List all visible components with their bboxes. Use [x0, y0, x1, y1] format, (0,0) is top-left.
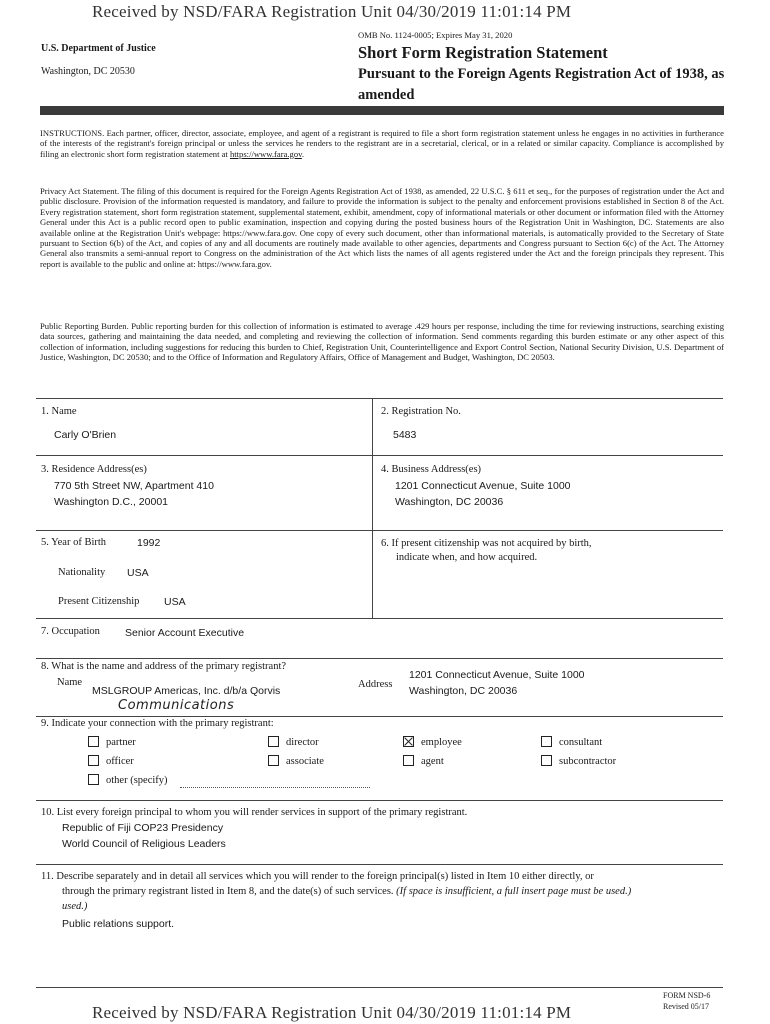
business-address-line1: 1201 Connecticut Avenue, Suite 1000 — [395, 480, 571, 492]
foreign-principals-question: 10. List every foreign principal to whom you will render services in support of the primary registrant. — [41, 807, 468, 818]
column-divider — [372, 398, 373, 618]
checkbox-partner[interactable]: partner — [88, 737, 136, 748]
checkbox-officer[interactable]: officer — [88, 756, 134, 767]
form-subtitle: Pursuant to the Foreign Agents Registration Act of 1938, as amended — [358, 66, 725, 103]
received-stamp-bottom: Received by NSD/FARA Registration Unit 04/30/2019 11:01:14 PM — [92, 1003, 572, 1022]
row-rule — [36, 864, 723, 865]
nationality-label: Nationality — [58, 567, 106, 578]
row-rule — [36, 618, 723, 619]
occupation-label: 7. Occupation — [41, 626, 100, 637]
reporting-burden-paragraph: Public Reporting Burden. Public reporting burden for this collection of information is estimated to average .429 hours per response, including the time for reviewing instructions, searching existing data sources, gathering and maintaining the data needed, and completing and reviewing the collection of information. Send comments regarding this burden estimate or any other aspect of this collection of information, including suggestions for reducing this burden to Chief, Registration Unit, Counterintelligence and Export Control Section, National Security Division, U.S. Department of Justice, Washington, DC 20530; and to the Office of Information and Regulatory Affairs, Office of Management and Budget, Washington, DC 20503. — [40, 321, 724, 363]
citizenship-acquired-question-cont: indicate when, and how acquired. — [396, 552, 538, 563]
name-label: 1. Name — [41, 406, 77, 417]
checkbox-box[interactable] — [268, 736, 279, 747]
omb-number: OMB No. 1124-0005; Expires May 31, 2020 — [358, 30, 513, 40]
residence-address-line1: 770 5th Street NW, Apartment 410 — [54, 480, 214, 492]
residence-address-line2: Washington D.C., 20001 — [54, 496, 169, 508]
row-rule — [36, 716, 723, 717]
registrant-address-line2: Washington, DC 20036 — [409, 685, 518, 697]
checkbox-agent[interactable]: agent — [403, 756, 444, 767]
row-rule — [36, 800, 723, 801]
checkbox-box[interactable] — [88, 736, 99, 747]
foreign-principal-2: World Council of Religious Leaders — [62, 838, 226, 850]
business-address-line2: Washington, DC 20036 — [395, 496, 504, 508]
checkbox-consultant[interactable]: consultant — [541, 737, 602, 748]
other-specify-line — [180, 787, 370, 788]
checkbox-director[interactable]: director — [268, 737, 319, 748]
registrant-name-handwritten: Communications — [118, 698, 235, 713]
registrant-address-line1: 1201 Connecticut Avenue, Suite 1000 — [409, 669, 585, 681]
row-rule — [36, 658, 723, 659]
received-stamp-top: Received by NSD/FARA Registration Unit 04/30/2019 11:01:14 PM — [92, 2, 572, 21]
checkbox-other[interactable]: other (specify) — [88, 775, 168, 786]
checkbox-box[interactable] — [88, 774, 99, 785]
primary-registrant-question: 8. What is the name and address of the primary registrant? — [41, 661, 287, 672]
checkbox-employee[interactable]: employee — [403, 737, 462, 748]
services-answer: Public relations support. — [62, 918, 175, 930]
services-question-cont2: used.) — [62, 901, 88, 912]
checkbox-box[interactable] — [403, 755, 414, 766]
department-city: Washington, DC 20530 — [41, 66, 135, 77]
name-value: Carly O'Brien — [54, 429, 117, 441]
fara-link[interactable]: https://www.fara.gov — [229, 148, 302, 159]
row-rule — [36, 455, 723, 456]
business-address-label: 4. Business Address(es) — [381, 464, 482, 475]
form-top-rule — [36, 398, 723, 399]
registration-number-value: 5483 — [393, 429, 417, 441]
department-name: U.S. Department of Justice — [41, 43, 156, 54]
instructions-paragraph: INSTRUCTIONS. Each partner, officer, director, associate, employee, and agent of a registrant is required to file a short form registration statement unless he engages in no activities in furtherance of the interests of the registrant's foreign principal or unless the services he renders to the registrant are in a secretarial, clerical, or in a related or similar capacity. Compliance is accomplished by filing an electronic short form registration statement at https://www.fara.gov. — [40, 128, 724, 159]
row-rule — [36, 530, 723, 531]
form-title: Short Form Registration Statement — [358, 43, 608, 62]
checkbox-associate[interactable]: associate — [268, 756, 324, 767]
registrant-address-label: Address — [358, 679, 393, 690]
registration-number-label: 2. Registration No. — [381, 406, 461, 417]
checkbox-box[interactable] — [541, 755, 552, 766]
privacy-act-paragraph: Privacy Act Statement. The filing of this document is required for the Foreign Agents Registration Act of 1938, as amended, 22 U.S.C. § 611 et seq., for the purposes of registration under the Act and public disclosure. Provision of the information requested is mandatory, and failure to provide the information is subject to the penalty and enforcement provisions established in Section 8 of the Act. Every registration statement, short form registration statement, supplemental statement, exhibit, amendment, copy of informational materials or other document or information filed with the Attorney General under this Act is a public record open to public examination, inspection and copying during the posted business hours of the Registration Unit in Washington, DC. Statements are also available online at the Registration Unit's webpage: https://www.fara.gov. One copy of every such document, other than informational materials, is automatically provided to the Secretary of State pursuant to Section 6(b) of the Act, and copies of any and all documents are routinely made available to other agencies, departments and Congress pursuant to Section 6(c) of the Act. The Attorney General also transmits a semi-annual report to Congress on the administration of the Act which lists the names of all agents registered under the Act and the foreign principals they represent. This report is available to the public and online at: https://www.fara.gov. — [40, 186, 724, 269]
registrant-name-value: MSLGROUP Americas, Inc. d/b/a Qorvis — [92, 685, 281, 697]
occupation-value: Senior Account Executive — [125, 627, 245, 639]
connection-question: 9. Indicate your connection with the primary registrant: — [41, 718, 274, 729]
citizenship-value: USA — [164, 596, 186, 608]
nationality-value: USA — [127, 567, 149, 579]
header-rule — [40, 106, 724, 115]
checkbox-box[interactable] — [268, 755, 279, 766]
services-question: 11. Describe separately and in detail all services which you will render to the foreign principal(s) listed in Item 10 either directly, or — [41, 871, 594, 882]
services-question-cont: through the primary registrant listed in Item 8, and the date(s) of such services. (If space is insufficient, a full insert page must be used.) — [62, 886, 632, 897]
checkbox-box[interactable] — [88, 755, 99, 766]
year-of-birth-label: 5. Year of Birth — [41, 537, 107, 548]
registrant-name-label: Name — [57, 677, 83, 688]
checkbox-box-checked[interactable] — [403, 736, 414, 747]
checkbox-subcontractor[interactable]: subcontractor — [541, 756, 616, 767]
form-number: FORM NSD-6 — [663, 991, 711, 1000]
citizenship-acquired-question: 6. If present citizenship was not acquired by birth, — [381, 538, 592, 549]
checkbox-box[interactable] — [541, 736, 552, 747]
foreign-principal-1: Republic of Fiji COP23 Presidency — [62, 822, 224, 834]
citizenship-label: Present Citizenship — [58, 596, 140, 607]
form-bottom-rule — [36, 987, 723, 988]
year-of-birth-value: 1992 — [137, 537, 161, 549]
residence-address-label: 3. Residence Address(es) — [41, 464, 147, 475]
form-revision: Revised 05/17 — [663, 1002, 709, 1011]
